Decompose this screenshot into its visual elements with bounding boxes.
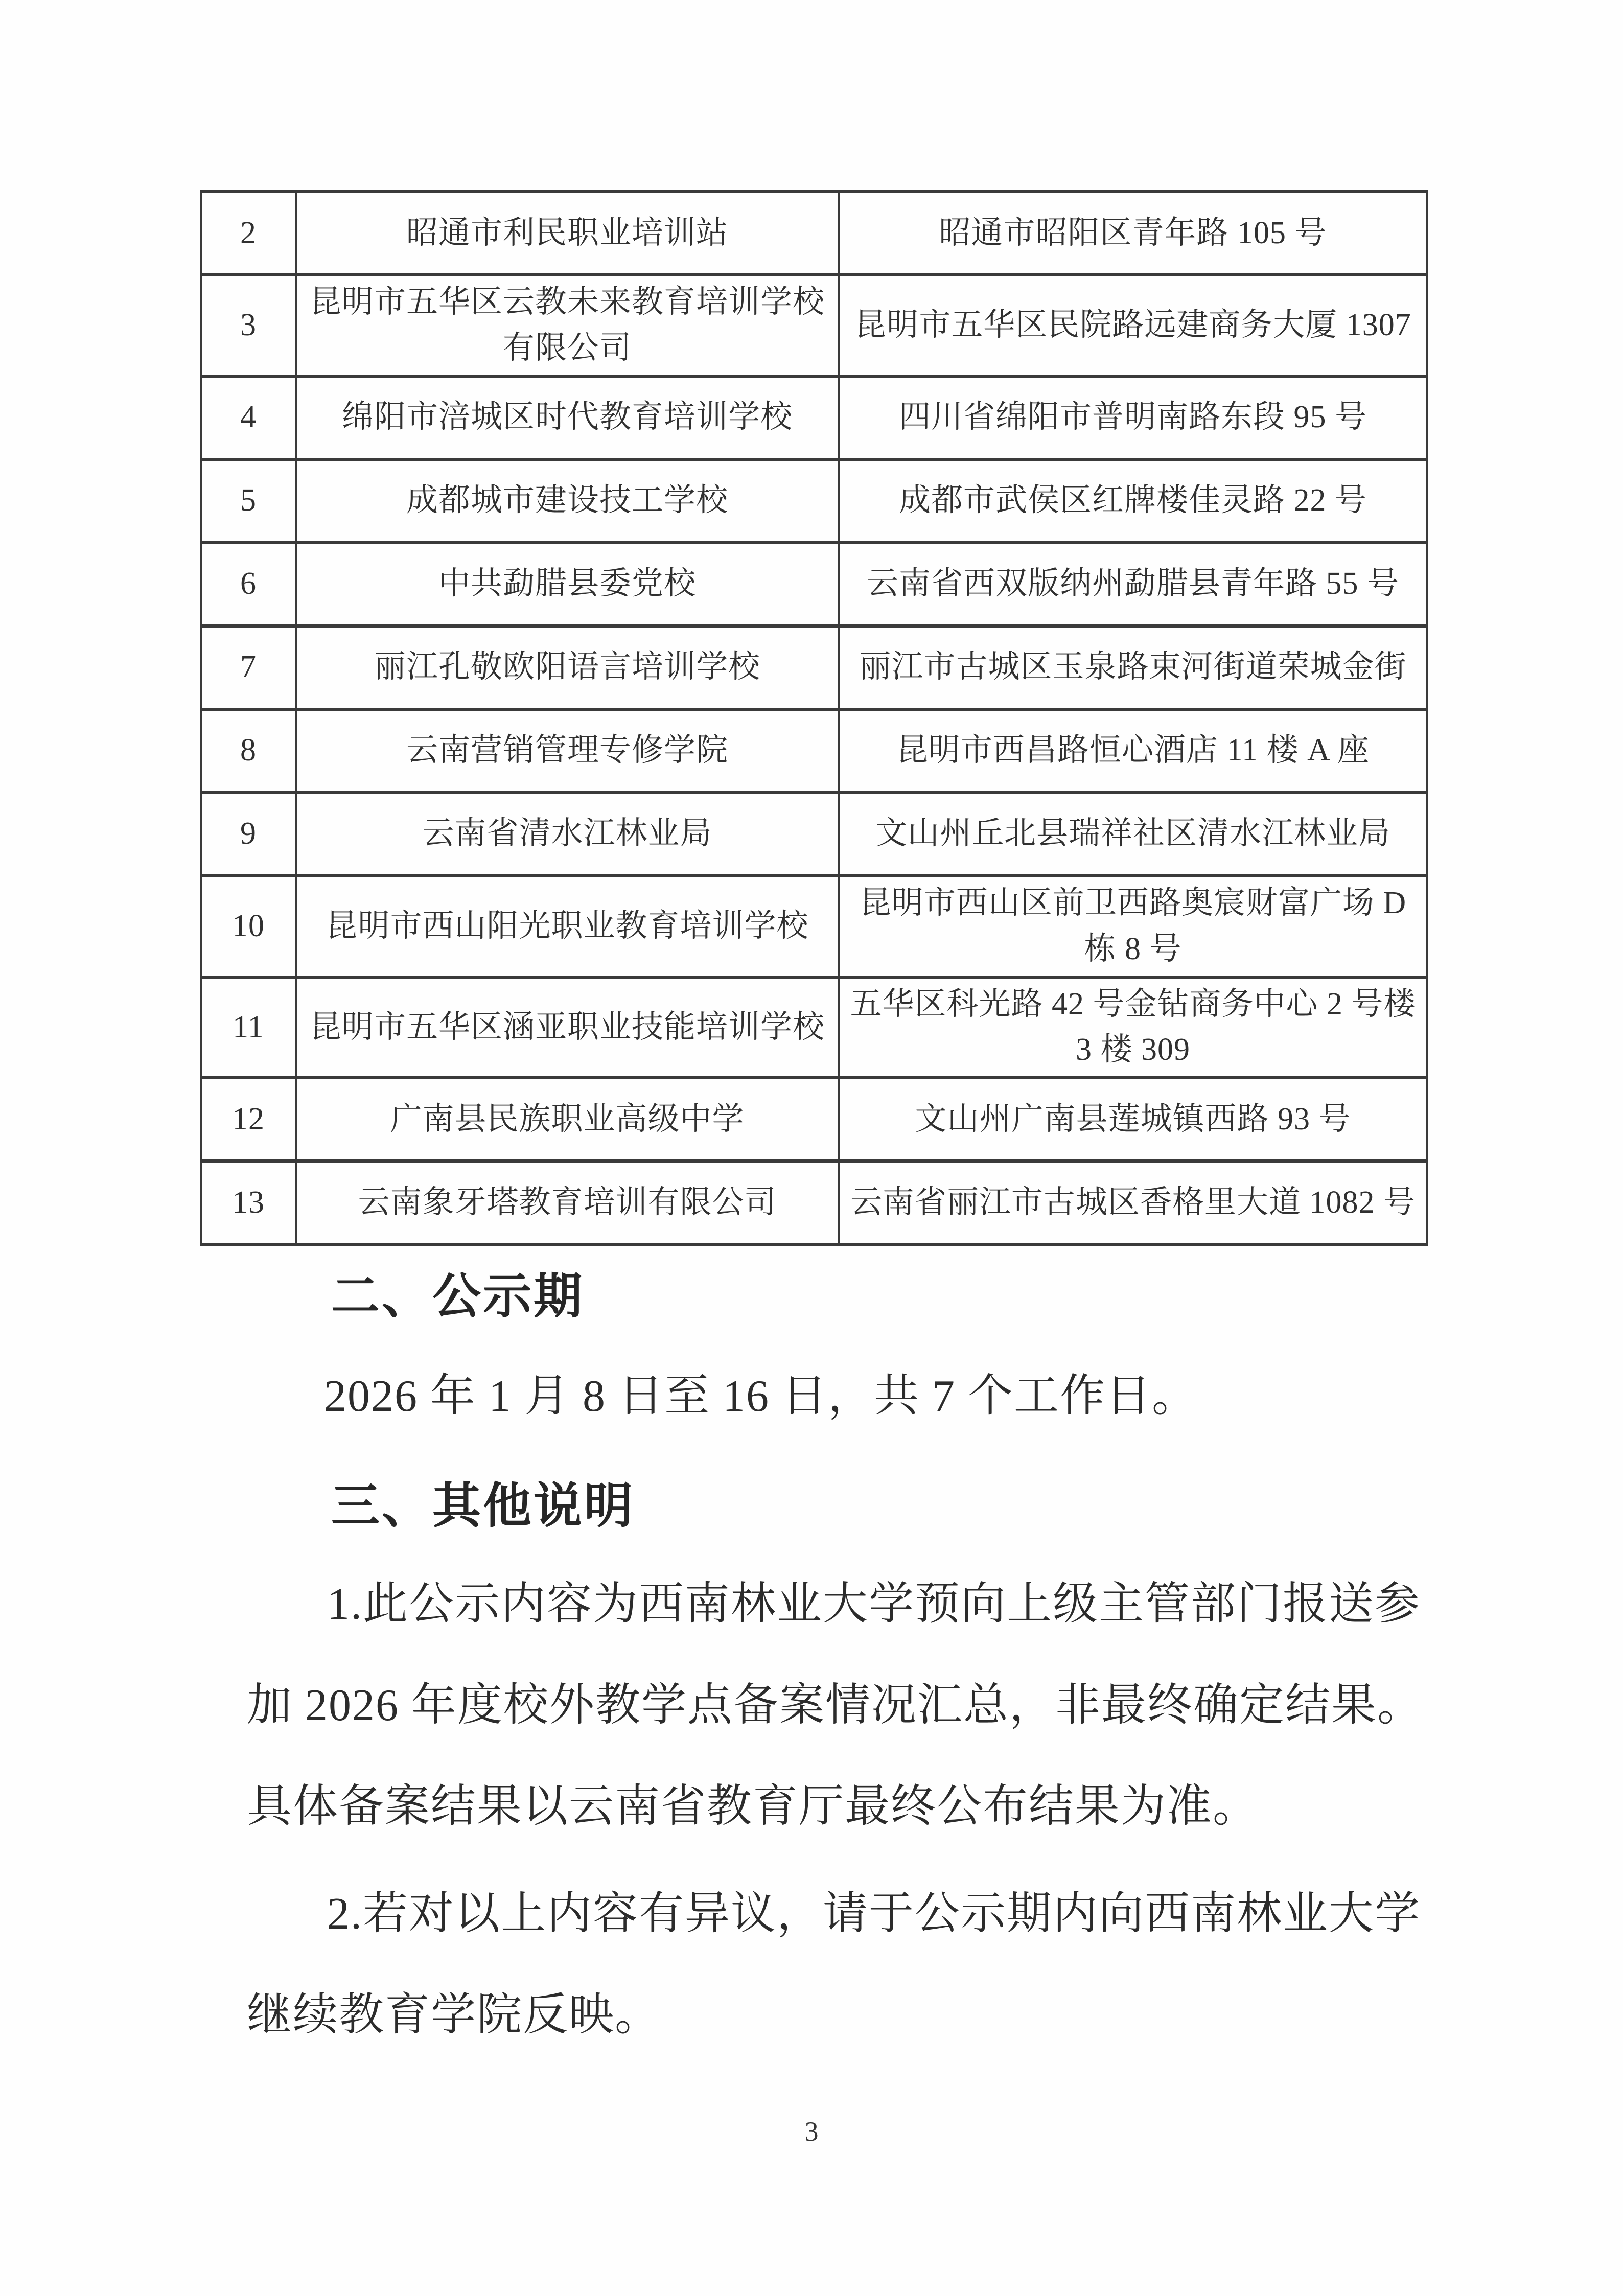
note1-line3: 具体备案结果以云南省教育厅最终公布结果为准。	[247, 1782, 1259, 1831]
site-name-cell: 昭通市利民职业培训站	[296, 192, 839, 275]
site-address-cell: 文山州广南县莲城镇西路 93 号	[839, 1078, 1427, 1161]
table-row	[201, 1161, 1427, 1244]
row-number-cell: 4	[201, 376, 296, 459]
row-number-cell: 8	[201, 709, 296, 793]
teaching-points-table	[200, 190, 1428, 1246]
table-row	[201, 977, 1427, 1078]
row-number-cell: 5	[201, 459, 296, 543]
row-number-cell: 10	[201, 876, 296, 977]
note2-line2: 继续教育学院反映。	[247, 1990, 661, 2040]
table-row	[201, 709, 1427, 793]
row-number-cell: 7	[201, 626, 296, 709]
row-number-cell: 3	[201, 275, 296, 376]
row-number-cell: 11	[201, 977, 296, 1078]
site-address-cell: 昆明市五华区民院路远建商务大厦 1307	[839, 275, 1427, 376]
site-address-cell: 昆明市西昌路恒心酒店 11 楼 A 座	[839, 709, 1427, 793]
table-row	[201, 376, 1427, 459]
page-number: 3	[804, 2116, 819, 2147]
site-address-cell: 昭通市昭阳区青年路 105 号	[839, 192, 1427, 275]
site-name-cell: 云南象牙塔教育培训有限公司	[296, 1161, 839, 1244]
note1-line2: 加 2026 年度校外教学点备案情况汇总，非最终确定结果。	[247, 1681, 1424, 1730]
note2-line1: 2.若对以上内容有异议，请于公示期内向西南林业大学	[327, 1889, 1421, 1939]
site-name-cell: 广南县民族职业高级中学	[296, 1078, 839, 1161]
table-row	[201, 876, 1427, 977]
row-number-cell: 12	[201, 1078, 296, 1161]
table-row	[201, 1078, 1427, 1161]
site-name-cell: 成都城市建设技工学校	[296, 459, 839, 543]
row-number-cell: 2	[201, 192, 296, 275]
site-name-cell: 丽江孔敬欧阳语言培训学校	[296, 626, 839, 709]
table-row	[201, 793, 1427, 876]
site-name-cell: 云南省清水江林业局	[296, 793, 839, 876]
site-name-cell: 绵阳市涪城区时代教育培训学校	[296, 376, 839, 459]
row-number-cell: 13	[201, 1161, 296, 1244]
section-heading-other-notes: 三、其他说明	[331, 1479, 635, 1533]
site-address-cell: 昆明市西山区前卫西路奥宸财富广场 D 栋 8 号	[839, 876, 1427, 977]
site-name-cell: 中共勐腊县委党校	[296, 543, 839, 626]
site-address-cell: 四川省绵阳市普明南路东段 95 号	[839, 376, 1427, 459]
row-number-cell: 9	[201, 793, 296, 876]
table-row	[201, 459, 1427, 543]
section-heading-publicity-period: 二、公示期	[331, 1269, 585, 1324]
table-row	[201, 192, 1427, 275]
publicity-period-text: 2026 年 1 月 8 日至 16 日，共 7 个工作日。	[324, 1372, 1198, 1421]
site-address-cell: 五华区科光路 42 号金钻商务中心 2 号楼 3 楼 309	[839, 977, 1427, 1078]
site-address-cell: 丽江市古城区玉泉路束河街道荣城金街	[839, 626, 1427, 709]
site-address-cell: 文山州丘北县瑞祥社区清水江林业局	[839, 793, 1427, 876]
site-address-cell: 云南省西双版纳州勐腊县青年路 55 号	[839, 543, 1427, 626]
table-row	[201, 275, 1427, 376]
site-address-cell: 成都市武侯区红牌楼佳灵路 22 号	[839, 459, 1427, 543]
table-row	[201, 626, 1427, 709]
site-name-cell: 云南营销管理专修学院	[296, 709, 839, 793]
site-address-cell: 云南省丽江市古城区香格里大道 1082 号	[839, 1161, 1427, 1244]
site-name-cell: 昆明市五华区云教未来教育培训学校有限公司	[296, 275, 839, 376]
note1-line1: 1.此公示内容为西南林业大学预向上级主管部门报送参	[327, 1580, 1421, 1629]
site-name-cell: 昆明市西山阳光职业教育培训学校	[296, 876, 839, 977]
row-number-cell: 6	[201, 543, 296, 626]
site-name-cell: 昆明市五华区涵亚职业技能培训学校	[296, 977, 839, 1078]
table-row	[201, 543, 1427, 626]
